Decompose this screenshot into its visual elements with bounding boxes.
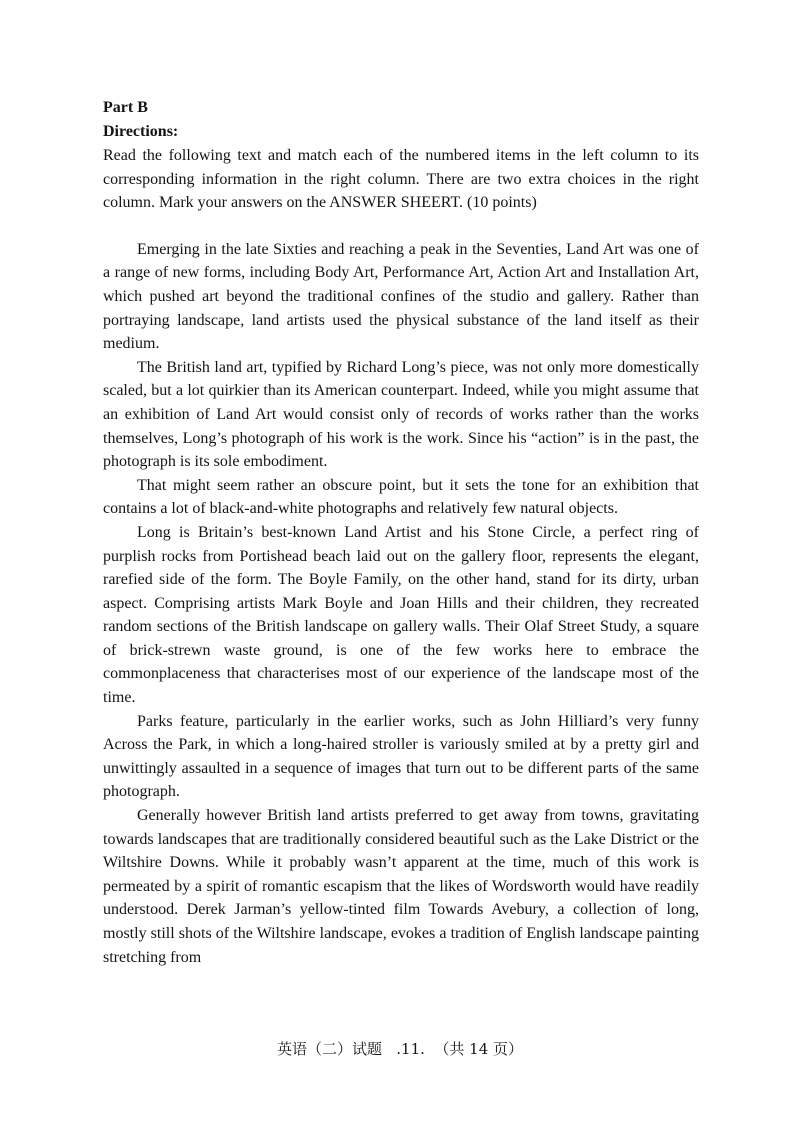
directions-text: Read the following text and match each of the numbered items in the left column to its corresponding information in the right column. There are two extra choices in the right column. Mark your answers on the ANSWER SHEERT. (10 points)	[103, 147, 699, 212]
exam-page	[103, 96, 699, 969]
passage-paragraph-2: The British land art, typified by Richard Long’s piece, was not only more domestically scaled, but a lot quirkier than its American counterpart. Indeed, while you might assume that an exhibition of Land Art would consist only of records of works rather than the works themselves, Long’s photograph of his work is the work. Since his “action” is in the past, the photograph is its sole embodiment.	[103, 358, 699, 471]
passage-paragraph-6: Generally however British land artists preferred to get away from towns, gravitating towards landscapes that are traditionally considered beautiful such as the Lake District or the Wiltshire Downs. While it probably wasn’t apparent at the time, much of this work is permeated by a spirit of romantic escapism that the likes of Wordsworth would have readily understood. Derek Jarman’s yellow-tinted film Towards Avebury, a collection of long, mostly still shots of the Wiltshire landscape, evokes a tradition of English landscape painting stretching from	[103, 807, 699, 966]
reading-passage	[103, 238, 699, 969]
passage-paragraph-4: Long is Britain’s best-known Land Artist and his Stone Circle, a perfect ring of purplish rocks from Portishead beach laid out on the gallery floor, represents the elegant, rarefied side of the form. The Boyle Family, on the other hand, stand for its dirty, urban aspect. Comprising artists Mark Boyle and Joan Hills and their children, they recreated random sections of the British landscape on gallery walls. Their Olaf Street Study, a square of brick-strewn waste ground, is one of the few works here to embrace the commonplaceness that characterises most of our experience of the landscape most of the time.	[103, 523, 699, 707]
section-title: Part B	[103, 99, 148, 116]
passage-paragraph-3: That might seem rather an obscure point, but it sets the tone for an exhibition that contains a lot of black-and-white photographs and relatively few natural objects.	[103, 476, 699, 518]
page-footer: 英语（二）试题 .11. （共 14 页）	[276, 1040, 524, 1058]
directions-label: Directions:	[103, 123, 179, 140]
passage-paragraph-1: Emerging in the late Sixties and reaching a peak in the Seventies, Land Art was one of a range of new forms, including Body Art, Performance Art, Action Art and Installation Art, which pushed art beyond the traditional confines of the studio and gallery. Rather than portraying landscape, land artists used the physical substance of the land itself as their medium.	[103, 240, 699, 353]
passage-paragraph-5: Parks feature, particularly in the earlier works, such as John Hilliard’s very funny Across the Park, in which a long-haired stroller is variously smiled at by a pretty girl and unwittingly assaulted in a sequence of images that turn out to be different parts of the same photograph.	[103, 712, 699, 801]
